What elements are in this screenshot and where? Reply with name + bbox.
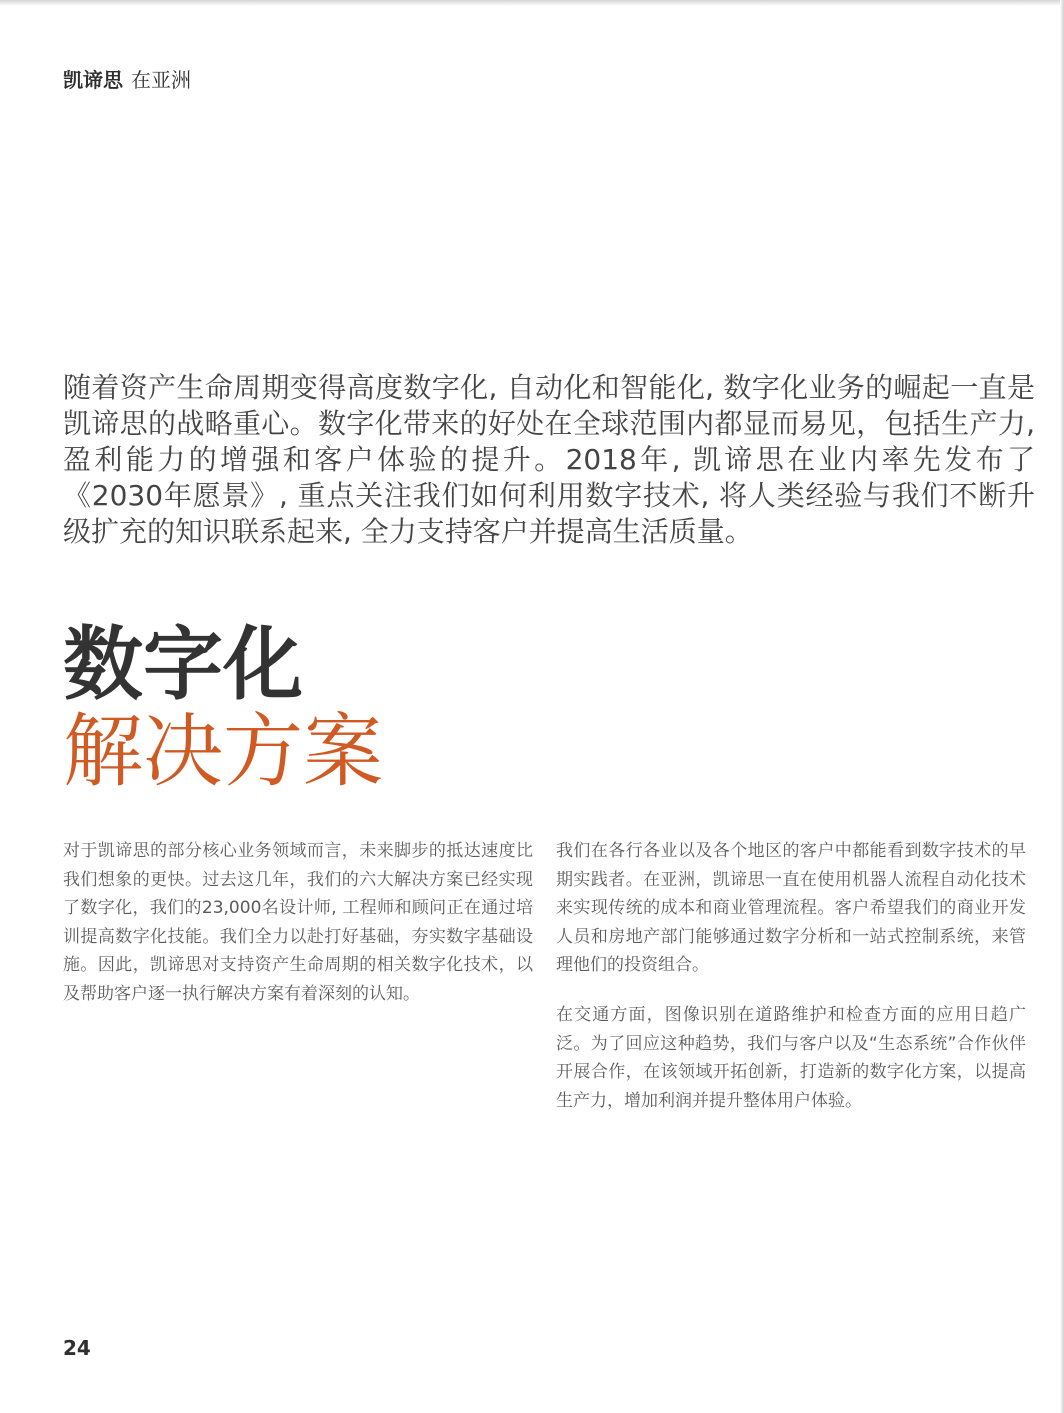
section-title-line-2: 解决方案 [63,705,383,798]
section-title-line-1: 数字化 [63,618,303,711]
left-column [63,837,533,1009]
top-page-shadow [0,0,1064,6]
intro-paragraph: 随着资产生命周期变得高度数字化, 自动化和智能化, 数字化业务的崛起一直是凯谛思的战略重心。数字化带来的好处在全球范围内都显而易见，包括生产力, 盈利能力的增强和客户体验的提升。2018年, 凯谛思在业内率先发布了《2030年愿景》, 重点关注我们如何利用数字技术, 将人类经验与我们不断升级扩充的知识联系起来, 全力支持客户并提高生活质量。 [63,371,1035,548]
right-page-edge [1060,0,1064,1413]
right-column-paragraph-2: 在交通方面，图像识别在道路维护和检查方面的应用日趋广泛。为了回应这种趋势，我们与客户以及“生态系统”合作伙伴开展合作，在该领域开拓创新，打造新的数字化方案，以提高生产力，增加利润并提升整体用户体验。 [556,1004,1026,1111]
running-header [63,64,191,93]
right-column-paragraph-1: 我们在各行各业以及各个地区的客户中都能看到数字技术的早期实践者。在亚洲，凯谛思一直在使用机器人流程自动化技术来实现传统的成本和商业管理流程。客户希望我们的商业开发人员和房地产部门能够通过数字分析和一站式控制系统，来管理他们的投资组合。 [556,841,1026,976]
right-column [556,837,1026,1115]
header-region: 在亚洲 [131,68,191,92]
left-column-paragraph-1: 对于凯谛思的部分核心业务领域而言，未来脚步的抵达速度比我们想象的更快。过去这几年，我们的六大解决方案已经实现了数字化，我们的23,000名设计师, 工程师和顾问正在通过培训提高数字化技能。我们全力以赴打好基础，夯实数字基础设施。因此，凯谛思对支持资产生命周期的相关数字化技术，以及帮助客户逐一执行解决方案有着深刻的认知。 [63,841,533,1004]
page-number: 24 [63,1336,91,1360]
header-brand: 凯谛思 [63,68,123,92]
